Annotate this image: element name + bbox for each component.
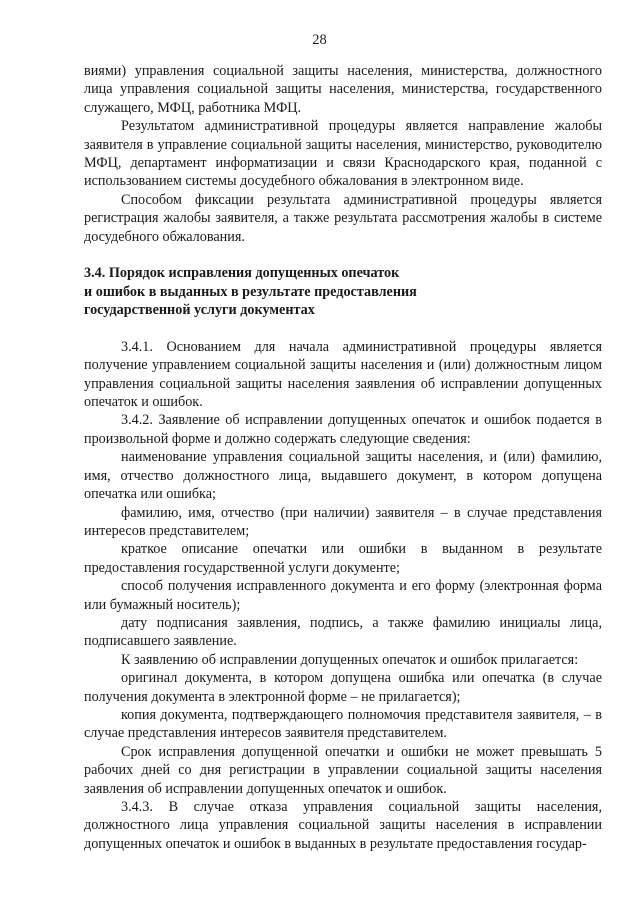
section-heading-line: и ошибок в выданных в результате предоставления [84, 283, 417, 300]
page-number: 28 [312, 32, 327, 48]
section-heading-line: государственной услуги документах [84, 302, 315, 319]
list-item: оригинал документа, в котором допущена ошибка или опечатка (в случае получения документа в электронной форме – не прилагается); [84, 670, 602, 705]
paragraph-3-4-3: 3.4.3. В случае отказа управления социальной защиты населения, должностного лица управления социальной защиты населения в исправлении допущенных опечаток и ошибок в выданных в результате предоставления государ- [84, 799, 602, 852]
section-heading-line: 3.4. Порядок исправления допущенных опечаток [84, 265, 400, 282]
spacer [84, 320, 602, 338]
document-body [84, 62, 602, 853]
spacer [84, 246, 602, 264]
list-item: способ получения исправленного документа и его форму (электронная форма или бумажный носитель); [84, 578, 602, 613]
paragraph-deadline: Срок исправления допущенной опечатки и ошибки не может превышать 5 рабочих дней со дня регистрации в управлении социальной защиты населения заявления об исправлении допущенных опечаток и ошибок. [84, 743, 602, 797]
paragraph-3-4-2: 3.4.2. Заявление об исправлении допущенных опечаток и ошибок подается в произвольной форме и должно содержать следующие сведения: [84, 412, 602, 447]
list-item: фамилию, имя, отчество (при наличии) заявителя – в случае представления интересов представителем; [84, 504, 602, 539]
list-item: краткое описание опечатки или ошибки в выданном в результате предоставления государственной услуги документе; [84, 541, 602, 576]
paragraph-3-4-1: 3.4.1. Основанием для начала административной процедуры является получение управлением социальной защиты населения и (или) должностным лицом управления социальной защиты населения заявления об исправлении допущенных опечаток и ошибок. [84, 338, 602, 411]
paragraph-attachments: К заявлению об исправлении допущенных опечаток и ошибок прилагается: [121, 651, 579, 668]
paragraph-result: Результатом административной процедуры является направление жалобы заявителя в управление социальной защиты населения, министерство, руководителю МФЦ, департамент информатизации и связи Краснодарского края, поданной с использованием системы досудебного обжалования в электронном виде. [84, 118, 602, 190]
paragraph-fixation: Способом фиксации результата административной процедуры является регистрация жалобы заявителя, а также результата рассмотрения жалобы в системе досудебного обжалования. [84, 191, 602, 245]
paragraph-continuation: виями) управления социальной защиты населения, министерства, должностного лица управления социальной защиты населения, министерства, государственного служащего, МФЦ, работника МФЦ. [84, 63, 602, 116]
section-heading [84, 264, 602, 320]
list-item: дату подписания заявления, подпись, а также фамилию инициалы лица, подписавшего заявление. [84, 614, 602, 650]
list-item: копия документа, подтверждающего полномочия представителя заявителя, – в случае представления интересов заявителя представителем. [84, 706, 602, 742]
list-item: наименование управления социальной защиты населения, и (или) фамилию, имя, отчество должностного лица, выдавшего документ, в котором допущена опечатка или ошибка; [84, 449, 602, 503]
